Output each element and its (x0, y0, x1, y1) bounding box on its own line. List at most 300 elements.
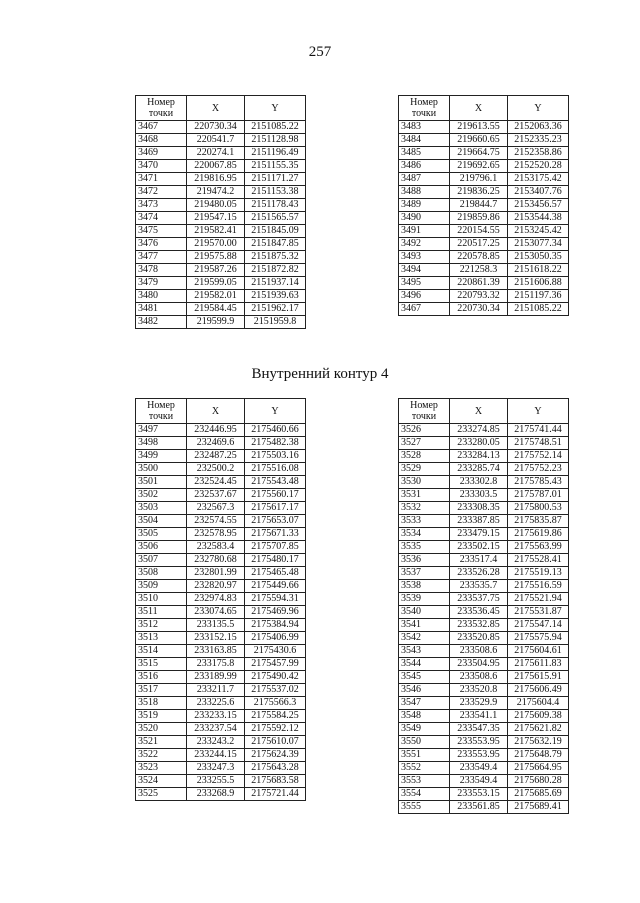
x-cell: 219570.00 (187, 238, 245, 251)
point-number-cell: 3515 (136, 658, 187, 671)
y-cell: 2175741.44 (508, 424, 569, 437)
y-cell: 2175606.49 (508, 684, 569, 697)
table-row (399, 173, 569, 186)
x-cell: 233479.15 (450, 528, 508, 541)
x-cell: 233537.75 (450, 593, 508, 606)
table-row (136, 567, 306, 580)
y-cell: 2175611.83 (508, 658, 569, 671)
y-cell: 2175604.4 (508, 697, 569, 710)
x-cell: 220274.1 (187, 147, 245, 160)
x-cell: 232537.67 (187, 489, 245, 502)
x-cell: 232820.97 (187, 580, 245, 593)
table-row (399, 528, 569, 541)
page-number: 257 (308, 44, 332, 60)
table-row (136, 515, 306, 528)
table-row (399, 671, 569, 684)
x-cell: 219474.2 (187, 186, 245, 199)
x-cell: 219836.25 (450, 186, 508, 199)
y-cell: 2151875.32 (245, 251, 306, 264)
point-number-cell: 3501 (136, 476, 187, 489)
y-cell: 2151939.63 (245, 290, 306, 303)
point-number-cell: 3527 (399, 437, 450, 450)
table-row (399, 736, 569, 749)
y-cell: 2175664.95 (508, 762, 569, 775)
x-cell: 219584.45 (187, 303, 245, 316)
point-number-cell: 3526 (399, 424, 450, 437)
header-point-number: Номер точки (399, 96, 450, 121)
header-x: X (450, 96, 508, 121)
x-cell: 232500.2 (187, 463, 245, 476)
point-number-cell: 3472 (136, 186, 187, 199)
y-cell: 2151197.36 (508, 290, 569, 303)
x-cell: 219613.55 (450, 121, 508, 134)
point-number-cell: 3520 (136, 723, 187, 736)
table-row (399, 303, 569, 316)
x-cell: 219796.1 (450, 173, 508, 186)
point-number-cell: 3507 (136, 554, 187, 567)
x-cell: 233243.2 (187, 736, 245, 749)
y-cell: 2175707.85 (245, 541, 306, 554)
point-number-cell: 3477 (136, 251, 187, 264)
table-row (399, 502, 569, 515)
table-row (136, 476, 306, 489)
y-cell: 2175469.96 (245, 606, 306, 619)
y-cell: 2175689.41 (508, 801, 569, 814)
y-cell: 2175787.01 (508, 489, 569, 502)
point-number-cell: 3552 (399, 762, 450, 775)
point-number-cell: 3538 (399, 580, 450, 593)
table-row (399, 554, 569, 567)
y-cell: 2151872.82 (245, 264, 306, 277)
table-row (399, 697, 569, 710)
table-row (136, 173, 306, 186)
x-cell: 233211.7 (187, 684, 245, 697)
section-title: Внутренний контур 4 (251, 366, 389, 382)
table-row (399, 264, 569, 277)
table-row (136, 645, 306, 658)
point-number-cell: 3512 (136, 619, 187, 632)
point-number-cell: 3555 (399, 801, 450, 814)
table-row (136, 134, 306, 147)
x-cell: 232567.3 (187, 502, 245, 515)
point-number-cell: 3492 (399, 238, 450, 251)
y-cell: 2175752.23 (508, 463, 569, 476)
coordinates-table-3 (135, 398, 306, 801)
x-cell: 233175.8 (187, 658, 245, 671)
y-cell: 2153245.42 (508, 225, 569, 238)
x-cell: 219599.05 (187, 277, 245, 290)
point-number-cell: 3545 (399, 671, 450, 684)
point-number-cell: 3532 (399, 502, 450, 515)
point-number-cell: 3483 (399, 121, 450, 134)
point-number-cell: 3530 (399, 476, 450, 489)
table-row (136, 437, 306, 450)
x-cell: 232524.45 (187, 476, 245, 489)
table-row (399, 762, 569, 775)
y-cell: 2175430.6 (245, 645, 306, 658)
x-cell: 233553.95 (450, 749, 508, 762)
y-cell: 2175449.66 (245, 580, 306, 593)
table-row (399, 251, 569, 264)
x-cell: 233302.8 (450, 476, 508, 489)
y-cell: 2175584.25 (245, 710, 306, 723)
point-number-cell: 3519 (136, 710, 187, 723)
x-cell: 219480.05 (187, 199, 245, 212)
y-cell: 2152520.28 (508, 160, 569, 173)
table-row (399, 186, 569, 199)
point-number-cell: 3467 (136, 121, 187, 134)
point-number-cell: 3486 (399, 160, 450, 173)
y-cell: 2175617.17 (245, 502, 306, 515)
y-cell: 2151845.09 (245, 225, 306, 238)
point-number-cell: 3548 (399, 710, 450, 723)
point-number-cell: 3503 (136, 502, 187, 515)
y-cell: 2175685.69 (508, 788, 569, 801)
table-row (136, 671, 306, 684)
table-row (136, 632, 306, 645)
header-point-number: Номер точки (136, 399, 187, 424)
table-row (136, 554, 306, 567)
point-number-cell: 3510 (136, 593, 187, 606)
y-cell: 2175465.48 (245, 567, 306, 580)
x-cell: 232780.68 (187, 554, 245, 567)
y-cell: 2153175.42 (508, 173, 569, 186)
point-number-cell: 3521 (136, 736, 187, 749)
y-cell: 2175516.08 (245, 463, 306, 476)
x-cell: 219547.15 (187, 212, 245, 225)
y-cell: 2175835.87 (508, 515, 569, 528)
table-row (136, 225, 306, 238)
table-row (399, 476, 569, 489)
x-cell: 233284.13 (450, 450, 508, 463)
table-row (399, 645, 569, 658)
table-row (136, 489, 306, 502)
x-cell: 220541.7 (187, 134, 245, 147)
y-cell: 2175560.17 (245, 489, 306, 502)
table-row (136, 502, 306, 515)
y-cell: 2175671.33 (245, 528, 306, 541)
point-number-cell: 3473 (136, 199, 187, 212)
point-number-cell: 3529 (399, 463, 450, 476)
table-row (399, 593, 569, 606)
point-number-cell: 3533 (399, 515, 450, 528)
header-x: X (450, 399, 508, 424)
point-number-cell: 3553 (399, 775, 450, 788)
point-number-cell: 3508 (136, 567, 187, 580)
point-number-cell: 3539 (399, 593, 450, 606)
table-row (136, 290, 306, 303)
point-number-cell: 3535 (399, 541, 450, 554)
point-number-cell: 3500 (136, 463, 187, 476)
point-number-cell: 3485 (399, 147, 450, 160)
y-cell: 2153456.57 (508, 199, 569, 212)
table-row (136, 316, 306, 329)
point-number-cell: 3468 (136, 134, 187, 147)
x-cell: 220067.85 (187, 160, 245, 173)
point-number-cell: 3478 (136, 264, 187, 277)
y-cell: 2151618.22 (508, 264, 569, 277)
y-cell: 2175609.38 (508, 710, 569, 723)
y-cell: 2175680.28 (508, 775, 569, 788)
y-cell: 2175604.61 (508, 645, 569, 658)
y-cell: 2175594.31 (245, 593, 306, 606)
point-number-cell: 3481 (136, 303, 187, 316)
point-number-cell: 3523 (136, 762, 187, 775)
table-row (399, 684, 569, 697)
point-number-cell: 3531 (399, 489, 450, 502)
y-cell: 2175683.58 (245, 775, 306, 788)
table-header-row (136, 96, 306, 121)
y-cell: 2175653.07 (245, 515, 306, 528)
table-header-row (399, 399, 569, 424)
x-cell: 220861.39 (450, 277, 508, 290)
table-row (399, 632, 569, 645)
table-row (399, 212, 569, 225)
y-cell: 2175648.79 (508, 749, 569, 762)
y-cell: 2175503.16 (245, 450, 306, 463)
point-number-cell: 3543 (399, 645, 450, 658)
table-row (136, 775, 306, 788)
point-number-cell: 3497 (136, 424, 187, 437)
table-row (136, 463, 306, 476)
x-cell: 233541.1 (450, 710, 508, 723)
y-cell: 2151171.27 (245, 173, 306, 186)
point-number-cell: 3496 (399, 290, 450, 303)
y-cell: 2175563.99 (508, 541, 569, 554)
point-number-cell: 3551 (399, 749, 450, 762)
x-cell: 233504.95 (450, 658, 508, 671)
x-cell: 232583.4 (187, 541, 245, 554)
point-number-cell: 3495 (399, 277, 450, 290)
x-cell: 220578.85 (450, 251, 508, 264)
table-row (399, 160, 569, 173)
x-cell: 233532.85 (450, 619, 508, 632)
point-number-cell: 3484 (399, 134, 450, 147)
coordinates-table-2 (398, 95, 569, 316)
table-row (136, 121, 306, 134)
point-number-cell: 3502 (136, 489, 187, 502)
table-row (399, 489, 569, 502)
y-cell: 2175547.14 (508, 619, 569, 632)
point-number-cell: 3546 (399, 684, 450, 697)
x-cell: 233502.15 (450, 541, 508, 554)
table-row (136, 160, 306, 173)
coordinates-table-4 (398, 398, 569, 814)
y-cell: 2175516.59 (508, 580, 569, 593)
point-number-cell: 3470 (136, 160, 187, 173)
y-cell: 2175621.82 (508, 723, 569, 736)
point-number-cell: 3504 (136, 515, 187, 528)
table-row (399, 749, 569, 762)
table-row (136, 723, 306, 736)
table-row (136, 277, 306, 290)
table-row (399, 277, 569, 290)
table-row (136, 749, 306, 762)
y-cell: 2175800.53 (508, 502, 569, 515)
point-number-cell: 3550 (399, 736, 450, 749)
table-row (136, 593, 306, 606)
y-cell: 2153544.38 (508, 212, 569, 225)
x-cell: 232974.83 (187, 593, 245, 606)
table-row (399, 801, 569, 814)
y-cell: 2175615.91 (508, 671, 569, 684)
table-row (136, 788, 306, 801)
x-cell: 219816.95 (187, 173, 245, 186)
point-number-cell: 3534 (399, 528, 450, 541)
point-number-cell: 3511 (136, 606, 187, 619)
point-number-cell: 3518 (136, 697, 187, 710)
table-row (399, 147, 569, 160)
y-cell: 2175521.94 (508, 593, 569, 606)
point-number-cell: 3493 (399, 251, 450, 264)
table-row (136, 238, 306, 251)
x-cell: 219599.9 (187, 316, 245, 329)
x-cell: 220517.25 (450, 238, 508, 251)
x-cell: 232801.99 (187, 567, 245, 580)
table-row (399, 775, 569, 788)
y-cell: 2152063.36 (508, 121, 569, 134)
point-number-cell: 3505 (136, 528, 187, 541)
x-cell: 219844.7 (450, 199, 508, 212)
table-row (136, 212, 306, 225)
table-row (136, 251, 306, 264)
header-y: Y (508, 96, 569, 121)
header-y: Y (245, 399, 306, 424)
point-number-cell: 3491 (399, 225, 450, 238)
x-cell: 232487.25 (187, 450, 245, 463)
x-cell: 233561.85 (450, 801, 508, 814)
y-cell: 2175643.28 (245, 762, 306, 775)
y-cell: 2175528.41 (508, 554, 569, 567)
point-number-cell: 3488 (399, 186, 450, 199)
y-cell: 2175752.14 (508, 450, 569, 463)
y-cell: 2175632.19 (508, 736, 569, 749)
table-row (399, 658, 569, 671)
point-number-cell: 3475 (136, 225, 187, 238)
table-header-row (136, 399, 306, 424)
x-cell: 233520.85 (450, 632, 508, 645)
x-cell: 233308.35 (450, 502, 508, 515)
point-number-cell: 3544 (399, 658, 450, 671)
y-cell: 2175785.43 (508, 476, 569, 489)
y-cell: 2175575.94 (508, 632, 569, 645)
point-number-cell: 3494 (399, 264, 450, 277)
point-number-cell: 3499 (136, 450, 187, 463)
point-number-cell: 3541 (399, 619, 450, 632)
table-row (399, 515, 569, 528)
y-cell: 2153077.34 (508, 238, 569, 251)
x-cell: 232574.55 (187, 515, 245, 528)
x-cell: 233247.3 (187, 762, 245, 775)
x-cell: 232469.6 (187, 437, 245, 450)
table-row (399, 238, 569, 251)
point-number-cell: 3506 (136, 541, 187, 554)
y-cell: 2175457.99 (245, 658, 306, 671)
x-cell: 233508.6 (450, 671, 508, 684)
y-cell: 2152358.86 (508, 147, 569, 160)
x-cell: 233285.74 (450, 463, 508, 476)
header-x: X (187, 96, 245, 121)
point-number-cell: 3540 (399, 606, 450, 619)
x-cell: 219575.88 (187, 251, 245, 264)
point-number-cell: 3513 (136, 632, 187, 645)
point-number-cell: 3487 (399, 173, 450, 186)
table-row (136, 710, 306, 723)
table-row (136, 619, 306, 632)
point-number-cell: 3480 (136, 290, 187, 303)
point-number-cell: 3479 (136, 277, 187, 290)
x-cell: 233529.9 (450, 697, 508, 710)
x-cell: 233255.5 (187, 775, 245, 788)
y-cell: 2151085.22 (508, 303, 569, 316)
y-cell: 2175592.12 (245, 723, 306, 736)
y-cell: 2175490.42 (245, 671, 306, 684)
y-cell: 2151128.98 (245, 134, 306, 147)
y-cell: 2151606.88 (508, 277, 569, 290)
point-number-cell: 3554 (399, 788, 450, 801)
point-number-cell: 3528 (399, 450, 450, 463)
x-cell: 233536.45 (450, 606, 508, 619)
header-y: Y (245, 96, 306, 121)
x-cell: 233553.95 (450, 736, 508, 749)
y-cell: 2151155.35 (245, 160, 306, 173)
point-number-cell: 3467 (399, 303, 450, 316)
point-number-cell: 3482 (136, 316, 187, 329)
point-number-cell: 3522 (136, 749, 187, 762)
table-row (399, 424, 569, 437)
table-row (399, 437, 569, 450)
y-cell: 2151178.43 (245, 199, 306, 212)
table-row (136, 606, 306, 619)
table-row (136, 528, 306, 541)
table-row (399, 225, 569, 238)
y-cell: 2151565.57 (245, 212, 306, 225)
table-row (399, 723, 569, 736)
x-cell: 233526.28 (450, 567, 508, 580)
x-cell: 233135.5 (187, 619, 245, 632)
table-row (136, 199, 306, 212)
point-number-cell: 3471 (136, 173, 187, 186)
x-cell: 233274.85 (450, 424, 508, 437)
x-cell: 233517.4 (450, 554, 508, 567)
x-cell: 220730.34 (187, 121, 245, 134)
y-cell: 2175619.86 (508, 528, 569, 541)
y-cell: 2175543.48 (245, 476, 306, 489)
point-number-cell: 3547 (399, 697, 450, 710)
x-cell: 233280.05 (450, 437, 508, 450)
x-cell: 219582.01 (187, 290, 245, 303)
y-cell: 2153050.35 (508, 251, 569, 264)
x-cell: 233535.7 (450, 580, 508, 593)
x-cell: 220793.32 (450, 290, 508, 303)
point-number-cell: 3476 (136, 238, 187, 251)
x-cell: 233549.4 (450, 762, 508, 775)
x-cell: 219692.65 (450, 160, 508, 173)
y-cell: 2151153.38 (245, 186, 306, 199)
header-y: Y (508, 399, 569, 424)
table-row (399, 788, 569, 801)
x-cell: 233163.85 (187, 645, 245, 658)
table-header-row (399, 96, 569, 121)
point-number-cell: 3498 (136, 437, 187, 450)
table-row (136, 658, 306, 671)
y-cell: 2175480.17 (245, 554, 306, 567)
point-number-cell: 3524 (136, 775, 187, 788)
y-cell: 2151196.49 (245, 147, 306, 160)
table-row (399, 710, 569, 723)
point-number-cell: 3474 (136, 212, 187, 225)
table-row (136, 762, 306, 775)
